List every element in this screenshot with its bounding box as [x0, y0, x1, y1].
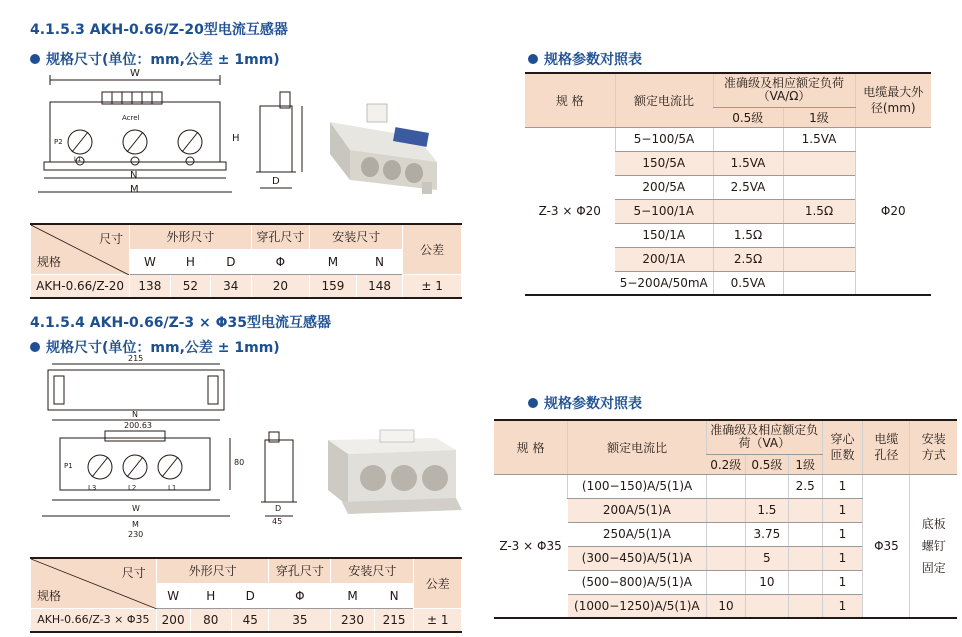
cell-m: 159	[310, 274, 357, 298]
section2-side-drawing	[255, 428, 305, 528]
cell-spec: Z-3 × Φ20	[525, 127, 615, 295]
cell-acc-1: 1.5Ω	[783, 199, 855, 223]
cell-w: 200	[156, 608, 190, 632]
brand-label: Acrel	[122, 114, 140, 122]
section1-ref-title	[528, 49, 642, 69]
dim-label-w: W	[132, 504, 140, 513]
cell-acc-1	[783, 175, 855, 199]
section2-front-drawing	[30, 354, 245, 543]
cell-acc-02	[707, 546, 746, 570]
section1-spec-title-text: 规格尺寸(单位：mm,公差 ± 1mm)	[46, 52, 280, 68]
dim-label-top: 215	[128, 354, 144, 363]
cell-tol: ± 1	[403, 274, 462, 298]
cell-n: 215	[374, 608, 414, 632]
header-turns: 穿心匝数	[822, 420, 863, 474]
bullet-icon	[30, 54, 40, 64]
group-tol-header: 公差	[403, 224, 462, 274]
cell-ratio: 150/5A	[615, 151, 713, 175]
header-acc-05: 0.5级	[745, 454, 788, 474]
terminal-l1: L1	[168, 484, 177, 492]
section2-ref-title-text: 规格参数对照表	[544, 396, 642, 412]
section1-ref-table	[525, 72, 931, 296]
section2-product-photo	[318, 420, 466, 524]
cell-phi: 35	[269, 608, 331, 632]
cell-d: 45	[231, 608, 269, 632]
header-hole: 电缆孔径	[863, 420, 910, 474]
cell-acc-05	[713, 127, 783, 151]
dim-label-h: 80	[234, 458, 245, 467]
header-accuracy: 准确级及相应额定负荷（VA/Ω）	[713, 73, 855, 107]
bullet-icon	[30, 342, 40, 352]
section2-spec-title	[30, 337, 280, 357]
section2-spec-title-text: 规格尺寸(单位：mm,公差 ± 1mm)	[46, 340, 280, 356]
cell-acc-02	[707, 570, 746, 594]
header-acc-1: 1级	[788, 454, 822, 474]
dim-label-d: D	[272, 176, 280, 187]
cell-turns: 1	[822, 594, 863, 618]
col-n: N	[356, 249, 403, 274]
cell-acc-1	[783, 223, 855, 247]
dim-label-d: D	[275, 504, 282, 513]
table-row	[525, 127, 931, 151]
cell-acc-05: 5	[745, 546, 788, 570]
cell-h: 80	[190, 608, 231, 632]
group-outer-header: 外形尺寸	[130, 224, 251, 249]
cell-hole: Φ35	[863, 474, 910, 618]
cell-spec: Z-3 × Φ35	[494, 474, 568, 618]
section2-ref-table	[494, 419, 957, 619]
col-d: D	[231, 583, 269, 608]
section1-spec-title	[30, 49, 280, 69]
group-tol-header: 公差	[414, 558, 462, 608]
terminal-l2: L2	[128, 484, 137, 492]
dim-label-d-val: 45	[272, 517, 283, 526]
col-phi: Φ	[251, 249, 310, 274]
cell-acc-1	[783, 271, 855, 295]
cell-acc-05: 1.5VA	[713, 151, 783, 175]
col-d: D	[211, 249, 251, 274]
cell-ratio: 200/5A	[615, 175, 713, 199]
cell-acc-1	[788, 498, 822, 522]
cell-w: 138	[130, 274, 170, 298]
cell-model: AKH-0.66/Z-20	[31, 274, 130, 298]
header-cable: 电缆最大外径(mm)	[855, 73, 931, 127]
dim-label-bottom: 230	[128, 530, 144, 539]
terminal-p1: P1	[64, 462, 73, 470]
dim-label-m: M	[130, 184, 139, 195]
group-install-header: 安装尺寸	[310, 224, 403, 249]
group-install-header: 安装尺寸	[331, 558, 414, 583]
cell-acc-05	[745, 594, 788, 618]
cell-mount: 底板螺钉固定	[910, 474, 957, 618]
header-acc-05: 0.5级	[713, 107, 783, 127]
dim-label-m: M	[132, 520, 139, 529]
bullet-icon	[528, 398, 538, 408]
dim-label-w: W	[130, 68, 140, 79]
cell-acc-02	[707, 498, 746, 522]
cell-acc-05	[745, 474, 788, 498]
cell-acc-05: 2.5VA	[713, 175, 783, 199]
header-spec: 规 格	[525, 73, 615, 127]
table-row	[494, 474, 957, 498]
table-row	[31, 274, 462, 298]
section2-title: 4.1.5.4 AKH-0.66/Z-3 × Φ35型电流互感器	[30, 315, 331, 331]
cell-ratio: 250A/5(1)A	[568, 522, 707, 546]
cell-h: 52	[170, 274, 210, 298]
cell-acc-05: 10	[745, 570, 788, 594]
section1-ref-title-text: 规格参数对照表	[544, 52, 642, 68]
header-spec: 规 格	[494, 420, 568, 474]
cell-m: 230	[331, 608, 375, 632]
cell-d: 34	[211, 274, 251, 298]
cell-acc-05: 0.5VA	[713, 271, 783, 295]
cell-ratio: 5−200A/50mA	[615, 271, 713, 295]
col-w: W	[130, 249, 170, 274]
cell-ratio: (1000−1250)A/5(1)A	[568, 594, 707, 618]
section1-front-drawing	[30, 70, 240, 205]
corner-bottom-label: 规格	[37, 588, 62, 603]
terminal-l3: L3	[88, 484, 97, 492]
group-hole-header: 穿孔尺寸	[269, 558, 331, 583]
header-acc-02: 0.2级	[707, 454, 746, 474]
cell-turns: 1	[822, 474, 863, 498]
bullet-icon	[528, 54, 538, 64]
section2-dimension-table	[30, 557, 462, 633]
cell-acc-1	[788, 594, 822, 618]
cell-turns: 1	[822, 570, 863, 594]
cell-model: AKH-0.66/Z-3 × Φ35	[31, 608, 157, 632]
cell-acc-1: 1.5VA	[783, 127, 855, 151]
section1-title: 4.1.5.3 AKH-0.66/Z-20型电流互感器	[30, 22, 288, 38]
cell-acc-1	[788, 570, 822, 594]
col-w: W	[156, 583, 190, 608]
cell-acc-1	[788, 522, 822, 546]
col-m: M	[331, 583, 375, 608]
terminal-l1: L1	[74, 156, 82, 163]
cell-turns: 1	[822, 522, 863, 546]
header-accuracy: 准确级及相应额定负荷（VA）	[707, 420, 822, 454]
header-acc-1: 1级	[783, 107, 855, 127]
cell-acc-05: 2.5Ω	[713, 247, 783, 271]
cell-ratio: (500−800)A/5(1)A	[568, 570, 707, 594]
cell-acc-05: 1.5Ω	[713, 223, 783, 247]
header-mount: 安装方式	[910, 420, 957, 474]
section1-dimension-table	[30, 223, 462, 299]
group-hole-header: 穿孔尺寸	[251, 224, 310, 249]
cell-ratio: (100−150)A/5(1)A	[568, 474, 707, 498]
cell-ratio: 150/1A	[615, 223, 713, 247]
col-n: N	[374, 583, 414, 608]
dim-label-h: H	[232, 133, 240, 144]
dim-label-n: N	[130, 170, 138, 181]
section1-side-drawing	[232, 88, 307, 198]
col-h: H	[170, 249, 210, 274]
cell-acc-02: 10	[707, 594, 746, 618]
terminal-p2: P2	[54, 138, 63, 146]
corner-top-label: 尺寸	[121, 566, 146, 580]
col-m: M	[310, 249, 357, 274]
cell-turns: 1	[822, 546, 863, 570]
corner-cell	[31, 224, 130, 274]
cell-ratio: (300−450)A/5(1)A	[568, 546, 707, 570]
cell-ratio: 5−100/1A	[615, 199, 713, 223]
cell-ratio: 200A/5(1)A	[568, 498, 707, 522]
cell-ratio: 200/1A	[615, 247, 713, 271]
header-ratio: 额定电流比	[615, 73, 713, 127]
col-h: H	[190, 583, 231, 608]
corner-cell	[31, 558, 157, 608]
cell-n: 148	[356, 274, 403, 298]
cell-acc-1: 2.5	[788, 474, 822, 498]
section2-ref-title	[528, 393, 642, 413]
cell-ratio: 5−100/5A	[615, 127, 713, 151]
corner-top-label: 尺寸	[99, 232, 124, 246]
section1-product-photo	[322, 92, 447, 201]
cell-acc-1	[788, 546, 822, 570]
cell-phi: 20	[251, 274, 310, 298]
cell-acc-1	[783, 247, 855, 271]
col-phi: Φ	[269, 583, 331, 608]
cell-acc-02	[707, 522, 746, 546]
cell-acc-05: 3.75	[745, 522, 788, 546]
dim-label-n: N	[132, 410, 138, 419]
cell-turns: 1	[822, 498, 863, 522]
cell-acc-02	[707, 474, 746, 498]
cell-acc-05: 1.5	[745, 498, 788, 522]
group-outer-header: 外形尺寸	[156, 558, 269, 583]
dim-label-n-val: 200.63	[124, 421, 152, 430]
cell-tol: ± 1	[414, 608, 462, 632]
cell-acc-05	[713, 199, 783, 223]
cell-acc-1	[783, 151, 855, 175]
cell-cable: Φ20	[855, 127, 931, 295]
header-ratio: 额定电流比	[568, 420, 707, 474]
table-row	[31, 608, 462, 632]
corner-bottom-label: 规格	[37, 254, 62, 269]
